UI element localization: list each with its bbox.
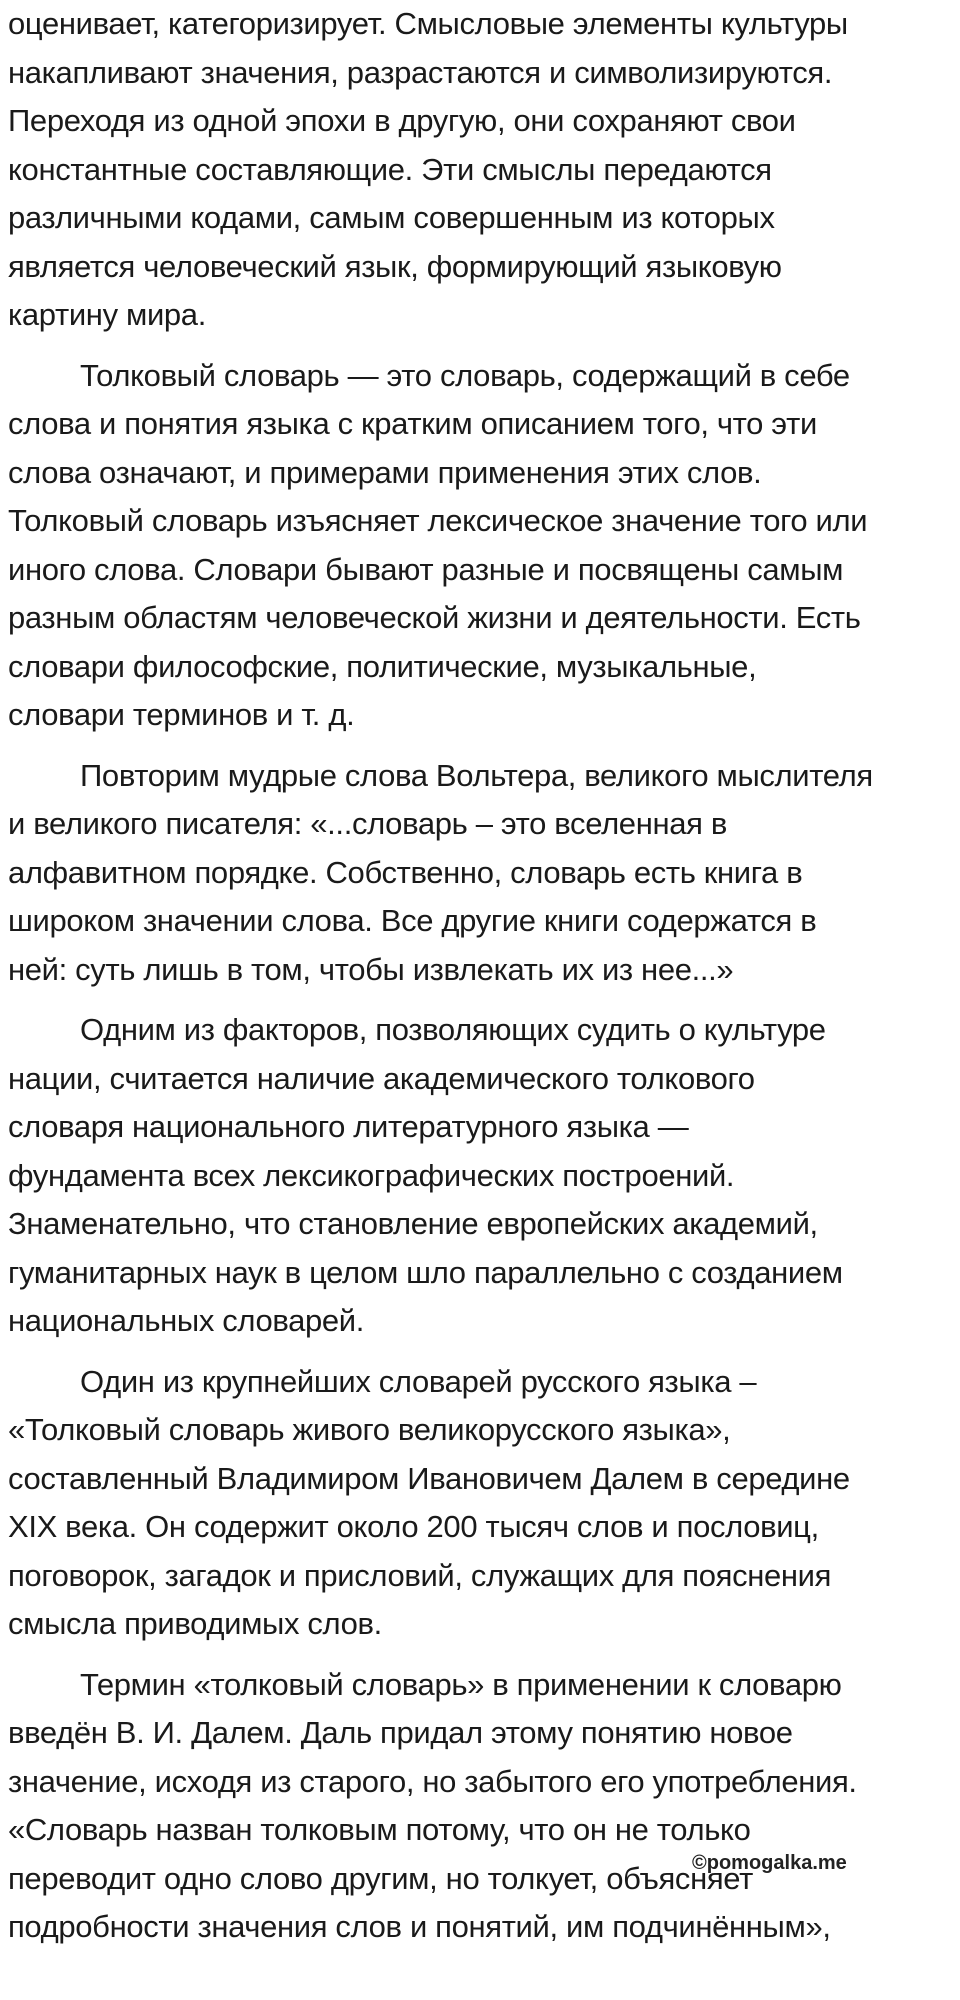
text-line: словари философские, политические, музыкальные, <box>8 648 757 684</box>
paragraph <box>8 1358 954 1649</box>
paragraph <box>8 352 954 740</box>
text-line: алфавитном порядке. Собственно, словарь есть книга в <box>8 854 803 890</box>
text-line: Толковый словарь изъясняет лексическое значение того или <box>8 503 868 538</box>
text-line: различными кодами, самым совершенным из которых <box>8 200 775 235</box>
paragraph <box>8 1006 954 1346</box>
text-line: Переходя из одной эпохи в другую, они сохраняют свои <box>8 103 796 138</box>
text-body <box>8 0 954 1952</box>
text-line: нации, считается наличие академического толкового <box>8 1060 755 1096</box>
text-line: подробности значения слов и понятий, им подчинённым», <box>8 1909 831 1944</box>
text-line: широком значении слова. Все другие книги содержатся в <box>8 903 817 938</box>
text-line: гуманитарных наук в целом шло параллельно с созданием <box>8 1254 843 1290</box>
text-line: «Словарь назван толковым потому, что он не только <box>8 1812 751 1847</box>
text-line: XIX века. Он содержит около 200 тысяч слов и пословиц, <box>8 1509 819 1544</box>
text-line: фундамента всех лексикографических построений. <box>8 1157 735 1193</box>
text-line: смысла приводимых слов. <box>8 1606 382 1641</box>
text-line: является человеческий язык, формирующий языковую <box>8 248 782 284</box>
text-line: поговорок, загадок и присловий, служащих для пояснения <box>8 1557 832 1593</box>
text-line: значение, исходя из старого, но забытого его употребления. <box>8 1763 857 1799</box>
text-line: переводит одно слово другим, но толкует, объясняет <box>8 1860 753 1896</box>
text-line: константные составляющие. Эти смыслы передаются <box>8 151 772 187</box>
text-line: введён В. И. Далем. Даль придал этому понятию новое <box>8 1715 793 1750</box>
text-line: слова и понятия языка с кратким описанием того, что эти <box>8 406 817 441</box>
text-line: национальных словарей. <box>8 1303 365 1338</box>
text-line: иного слова. Словари бывают разные и посвящены самым <box>8 551 844 587</box>
text-line: Знаменательно, что становление европейских академий, <box>8 1206 818 1241</box>
text-line: картину мира. <box>8 297 206 332</box>
text-line: ней: суть лишь в том, чтобы извлекать их из нее...» <box>8 951 734 987</box>
text-line: Повторим мудрые слова Вольтера, великого мыслителя <box>80 757 873 793</box>
paragraph-gap <box>8 340 954 352</box>
paragraph-gap <box>8 740 954 752</box>
text-line: и великого писателя: «...словарь – это вселенная в <box>8 806 727 841</box>
watermark: ©pomogalka.me <box>692 1852 847 1874</box>
text-line: накапливают значения, разрастаются и символизируются. <box>8 54 833 90</box>
text-line: Толковый словарь — это словарь, содержащий в себе <box>80 357 850 393</box>
text-line: «Толковый словарь живого великорусского языка», <box>8 1412 731 1447</box>
text-line: составленный Владимиром Ивановичем Далем в середине <box>8 1460 850 1496</box>
paragraph-gap <box>8 1346 954 1358</box>
text-line: Один из крупнейших словарей русского языка – <box>80 1363 757 1399</box>
paragraph-gap <box>8 1649 954 1661</box>
text-line: словаря национального литературного языка — <box>8 1109 689 1144</box>
text-line: оценивает, категоризирует. Смысловые элементы культуры <box>8 6 848 41</box>
text-line: Термин «толковый словарь» в применении к словарю <box>80 1666 842 1702</box>
text-line: разным областям человеческой жизни и деятельности. Есть <box>8 600 861 635</box>
paragraph <box>8 752 954 995</box>
text-line: словари терминов и т. д. <box>8 697 355 732</box>
text-line: Одним из факторов, позволяющих судить о культуре <box>80 1012 826 1047</box>
paragraph-gap <box>8 994 954 1006</box>
text-line: слова означают, и примерами применения этих слов. <box>8 454 762 490</box>
paragraph <box>8 0 954 340</box>
paragraph <box>8 1661 954 1952</box>
